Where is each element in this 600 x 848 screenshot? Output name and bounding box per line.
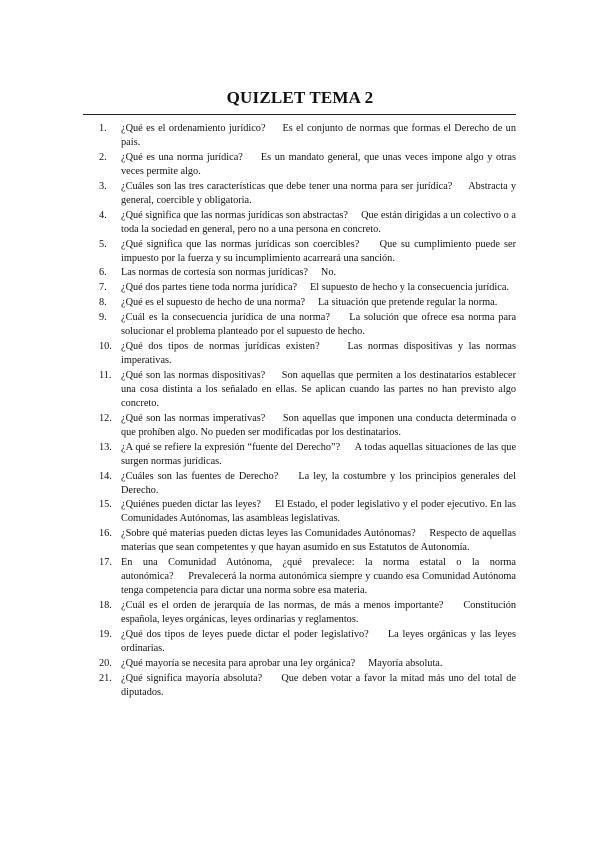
item-number: 14. [99,470,112,482]
question-text: Las normas de cortesía son normas jurídicas? [121,267,309,279]
item-text [121,657,516,671]
question-text: En una Comunidad Autónoma, ¿qué prevalece: la norma estatal o la norma autonómica? [121,557,516,583]
list-item [99,266,516,280]
item-text [121,209,516,237]
answer-text: Abstracta y general, coercible y obligatoria. [121,180,516,206]
answer-text: Son aquellas que permiten a los destinatarios establecer una cosa distinta a los señalado en ellas. Se aplican cuando las partes no han previsto algo concreto. [121,369,516,409]
question-text: ¿Qué dos tipos de leyes puede dictar el poder legislativo? [121,629,369,641]
item-number: 21. [99,672,112,684]
item-text [121,498,516,526]
answer-text: Es el conjunto de normas que formas el Derecho de un país. [121,123,516,148]
item-number: 10. [99,341,112,353]
item-text [121,340,516,368]
question-text: ¿Cuáles son las tres características que debe tener una norma para ser jurídica? [121,180,453,192]
list-item [99,369,516,411]
item-number: 8. [99,297,107,309]
list-item [99,180,516,208]
item-text [121,238,516,266]
answer-text: La solución que ofrece esa norma para solucionar el problema planteado por el supuesto de hecho. [121,312,517,338]
item-text [121,628,516,656]
answer-text: Respecto de aquellas materias que sean competentes y que hayan asumido en sus Estatutos de Autonomía. [121,528,516,554]
item-text [121,441,516,469]
question-text: ¿Quiénes pueden dictar las leyes? [121,499,261,511]
answer-text: La ley, la costumbre y los principios generales del Derecho. [121,470,516,496]
list-item [99,599,516,627]
list-item [99,672,516,700]
question-text: ¿Cuáles son las fuentes de Derecho? [121,470,279,482]
question-text: ¿Qué mayoría se necesita para aprobar una ley orgánica? [121,657,356,669]
list-item [99,412,516,440]
answer-text: Que están dirigidas a un colectivo o a toda la sociedad en general, pero no a una persona en concreto. [121,209,516,235]
answer-text: Que deben votar a favor la mitad más uno del total de diputados. [121,672,516,698]
list-item [99,296,516,310]
answer-text: Es un mandato general, que unas veces impone algo y otras veces permite algo. [121,151,517,177]
question-text: ¿Qué son las normas imperativas? [121,412,266,424]
item-text [121,599,516,627]
list-item [99,238,516,266]
list-item [99,340,516,368]
item-text [121,369,516,411]
item-text [121,470,516,498]
item-number: 9. [99,312,107,324]
question-text: ¿Qué es el supuesto de hecho de una norma? [121,297,306,309]
list-item [99,281,516,295]
item-text [121,296,516,310]
list-item [99,470,516,498]
item-text [121,122,516,150]
item-text [121,311,516,339]
list-item [99,498,516,526]
list-item [99,151,516,179]
question-text: ¿Sobre qué materias pueden dictas leyes las Comunidades Autónomas? [121,528,416,540]
page-title: QUIZLET TEMA 2 [226,88,374,107]
question-text: ¿Qué significa mayoría absoluta? [121,672,263,684]
answer-text: Que su cumplimiento puede ser impuesto por la fuerza y su incumplimiento acarreará una sanción. [121,238,516,264]
answer-text: Mayoría absoluta. [368,657,443,669]
item-text [121,266,516,280]
answer-text: Prevalecerá la norma autonómica siempre y cuando esa Comunidad Autónoma tenga competencia para dictar una norma sobre esa materia. [121,571,516,597]
item-number: 12. [99,412,112,424]
item-text [121,672,516,700]
item-text [121,556,516,598]
item-number: 15. [99,499,112,511]
list-item [99,556,516,598]
list-item [99,527,516,555]
answer-text: El Estado, el poder legislativo y el poder ejecutivo. En las Comunidades Autónomas, las asambleas legislativas. [121,499,516,525]
question-text: ¿Qué son las normas dispositivas? [121,369,266,381]
answer-text: Constitución española, leyes orgánicas, leyes ordinarias y reglamentos. [121,600,516,626]
question-text: ¿Cuál es la consecuencia jurídica de una norma? [121,312,330,324]
item-number: 11. [99,369,112,381]
item-text [121,151,516,179]
item-number: 4. [99,209,107,221]
list-item [99,311,516,339]
list-item [99,122,516,150]
item-number: 5. [99,238,107,250]
question-text: ¿Cuál es el orden de jerarquía de las normas, de más a menos importante? [121,600,444,612]
answer-text: Las normas dispositivas y las normas imperativas. [121,341,516,367]
question-text: ¿A qué se refiere la expresión “fuente del Derecho”? [121,441,341,453]
list-item [99,209,516,237]
item-number: 18. [99,600,112,612]
title-rule [83,114,516,115]
question-text: ¿Qué es una norma jurídica? [121,151,243,163]
answer-text: Son aquellas que imponen una conducta determinada o que prohíben algo. No pueden ser modificadas por los destinatarios. [121,412,517,438]
item-number: 17. [99,557,112,569]
item-text [121,412,516,440]
answer-text: El supuesto de hecho y la consecuencia jurídica. [310,282,509,294]
item-number: 7. [99,282,107,294]
list-item [99,628,516,656]
answer-text: A todas aquellas situaciones de las que surgen normas jurídicas. [121,441,517,467]
question-text: ¿Qué significa que las normas jurídicas son abstractas? [121,209,348,221]
question-text: ¿Qué dos tipos de normas jurídicas existen? [121,341,320,353]
list-item [99,441,516,469]
item-text [121,527,516,555]
item-number: 13. [99,441,112,453]
list-item [99,657,516,671]
answer-text: La situación que pretende regular la norma. [318,297,498,309]
item-number: 19. [99,629,112,641]
answer-text: No. [320,267,337,279]
question-text: ¿Qué dos partes tiene toda norma jurídica? [121,282,298,294]
item-number: 2. [99,151,107,163]
item-text [121,180,516,208]
item-number: 20. [99,657,112,669]
item-number: 3. [99,180,107,192]
item-number: 1. [99,123,107,134]
question-list [99,122,516,701]
item-text [121,281,516,295]
question-text: ¿Qué significa que las normas jurídicas son coercibles? [121,238,360,250]
answer-text: La leyes orgánicas y las leyes ordinarias. [121,629,516,655]
question-text: ¿Qué es el ordenamiento jurídico? [121,123,266,134]
item-number: 6. [99,267,107,279]
item-number: 16. [99,528,112,540]
